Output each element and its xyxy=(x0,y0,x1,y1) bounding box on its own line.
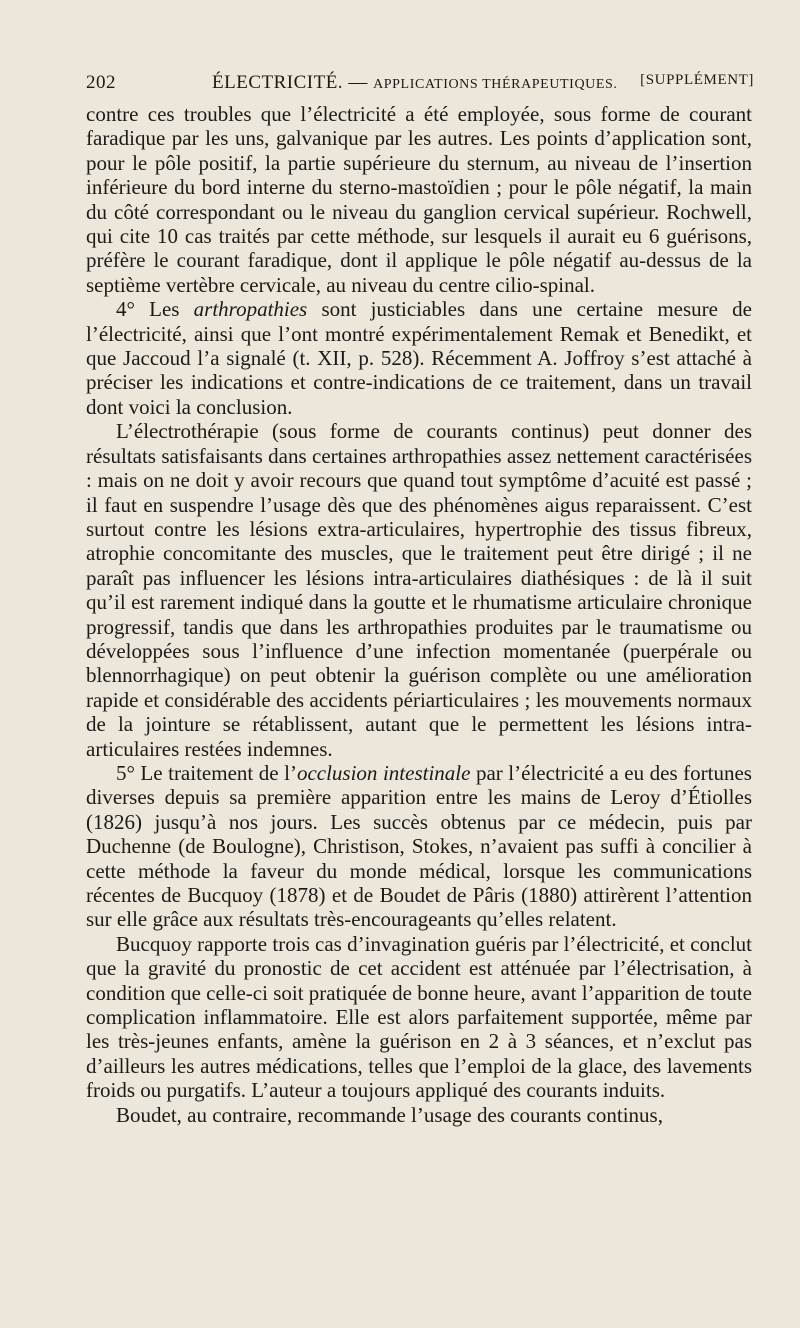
paragraph-rest: par l’électricité a eu des fortunes diverses depuis sa première apparition entre les mains de Leroy d’Étiolles (1826) jusqu’à nos jours. Les succès obtenus par ce médecin, puis par Duchenne (de Boulogne), Christison, Stokes, n’avaient pas suffi à concilier à cette méthode la faveur du monde médical, lorsque les communications récentes de Bucquoy (1878) et de Boudet de Pâris (1880) attirèrent l’attention sur elle grâce aux résultats très-encourageants qu’elles relatent. xyxy=(86,760,752,932)
italic-term-arthropathies: arthropathies xyxy=(193,297,308,322)
running-header xyxy=(86,72,754,102)
body-text xyxy=(86,102,752,1127)
section-label: [SUPPLÉMENT] xyxy=(640,72,754,88)
running-title xyxy=(212,72,618,94)
paragraph-lead: 5° Le traitement de l’ xyxy=(116,760,297,785)
paragraph-bucquoy: Bucquoy rapporte trois cas d’invagination guéris par l’électricité, et conclut que la gravité du pronostic de cet accident est atténuée par l’électrisation, à condition que celle-ci soit pratiquée de bonne heure, avant l’apparition de toute complication inflammatoire. Elle est alors parfaitement supportée, même par les très-jeunes enfants, amène la guérison en 2 à 3 séances, et n’exclut pas d’ailleurs les autres médications, telles que l’emploi de la glace, des lavements froids ou purgatifs. L’auteur a toujours appliqué des courants induits. xyxy=(86,931,752,1103)
page-number: 202 xyxy=(86,72,116,93)
paragraph-occlusion xyxy=(86,761,752,932)
header-title: ÉLECTRICITÉ. xyxy=(212,72,344,93)
paragraph-arthropathies xyxy=(86,297,752,419)
paragraph-rest: sont justiciables dans une certaine mesure de l’électricité, ainsi que l’ont montré expérimentalement Remak et Benedikt, et que Jaccoud l’a signalé (t. XII, p. 528). Récemment A. Joffroy s’est attaché à préciser les indications et contre-indications de ce traitement, dans un travail dont voici la conclusion. xyxy=(86,297,752,419)
paragraph-troubles: contre ces troubles que l’électricité a été employée, sous forme de courant faradique par les uns, galvanique par les autres. Les points d’application sont, pour le pôle positif, la partie supérieure du sternum, au niveau de l’insertion inférieure du bord interne du sterno-mastoïdien ; pour le pôle négatif, la main du côté correspondant ou le niveau du ganglion cervical supérieur. Rochwell, qui cite 10 cas traités par cette méthode, sur lesquels il aurait eu 6 guérisons, préfère le courant faradique, dont il applique le pôle négatif au-dessus de la septième vertèbre cervicale, au niveau du centre cilio-spinal. xyxy=(86,102,752,297)
paragraph-lead: 4° Les xyxy=(116,297,194,322)
paragraph-boudet: Boudet, au contraire, recommande l’usage des courants continus, xyxy=(116,1102,663,1127)
paragraph-electrotherapie: L’électrothérapie (sous forme de courants continus) peut donner des résultats satisfaisants dans certaines arthropathies assez nettement caractérisées : mais on ne doit y avoir recours que quand tout symptôme d’acuité est passé ; il faut en suspendre l’usage dès que des phénomènes aigus reparaissent. C’est surtout contre les lésions extra-articulaires, hypertrophie des tissus fibreux, atrophie concomitante des muscles, que le traitement peut être dirigé ; il ne paraît pas influencer les lésions intra-articulaires diathésiques : de là il suit qu’il est rarement indiqué dans la goutte et le rhumatisme articulaire chronique progressif, tandis que dans les arthropathies produites par le traumatisme ou développées sous l’influence d’une infection momentanée (puerpérale ou blennorrhagique) on peut obtenir la guérison complète ou une amélioration rapide et considérable des accidents périarticulaires ; les mouvements normaux de la jointure se rétablissent, autant que le permettent les lésions intra-articulaires restées indemnes. xyxy=(86,419,752,761)
italic-term-occlusion: occlusion intestinale xyxy=(296,760,471,785)
header-dash: — xyxy=(343,72,374,93)
header-subtitle: APPLICATIONS THÉRAPEUTIQUES. xyxy=(373,77,618,92)
